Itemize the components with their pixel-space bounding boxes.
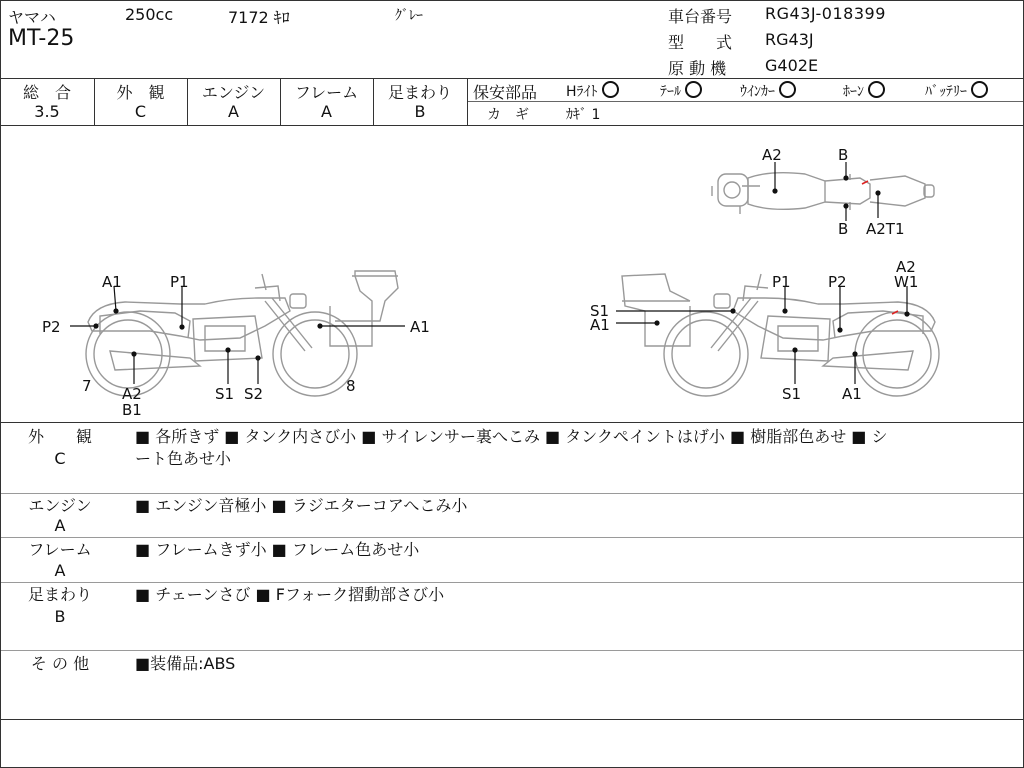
diagram-label: S2 [244, 385, 264, 403]
check-circle-icon [602, 81, 619, 98]
right-side-bike-icon [622, 274, 939, 396]
safety-item-winker: ｳｲﾝｶｰ [740, 81, 796, 101]
engine-grade: A [228, 102, 239, 121]
diagram-label: S1 [215, 385, 235, 403]
diagram-label: A2 [122, 385, 142, 403]
type-value: RG43J [765, 30, 814, 49]
note-label-exterior: 外 観 [27, 427, 92, 446]
diagram-label: A1 [102, 273, 122, 291]
diagram-label: A2 [896, 258, 916, 276]
type-label: 型 式 [668, 33, 733, 52]
note-text-frame: ■ フレームきず小 ■ フレーム色あせ小 [135, 540, 420, 559]
note-text-exterior: ■ 各所きず ■ タンク内さび小 ■ サイレンサー裏へこみ ■ タンクペイントはげ小 ■ 樹脂部色あせ ■ シ [135, 427, 888, 446]
divider [467, 101, 1024, 102]
diagram-label: A1 [842, 385, 862, 403]
divider [0, 719, 1024, 720]
suspension-grade: B [414, 102, 426, 121]
frame-grade-label: フレーム [294, 83, 359, 102]
safety-label: 保安部品 [473, 83, 538, 102]
check-circle-icon [971, 81, 988, 98]
diagram-label: W1 [894, 273, 919, 291]
note-label-other: そ の 他 [30, 654, 90, 673]
safety-item-tail: ﾃｰﾙ [660, 81, 702, 101]
note-label-engine: エンジン [28, 496, 92, 515]
color: ｸﾞﾚｰ [395, 8, 423, 24]
maker: ヤマハ [8, 8, 56, 27]
note-label-frame: フレーム [28, 540, 92, 559]
diagram-label: B1 [122, 401, 142, 419]
note-label-suspension: 足まわり [27, 585, 92, 604]
exterior-label: 外 観 [116, 83, 165, 102]
note-grade-suspension: B [54, 607, 66, 626]
safety-item-battery: ﾊﾞｯﾃﾘｰ [925, 81, 988, 101]
diagram-label: 7 [82, 377, 92, 395]
damage-diagram [0, 126, 1024, 422]
diagram-label: A2 [762, 146, 782, 164]
divider [467, 78, 468, 125]
divider [0, 650, 1024, 651]
check-circle-icon [779, 81, 796, 98]
exterior-grade: C [134, 102, 147, 121]
note-grade-exterior: C [54, 449, 66, 468]
divider [0, 422, 1024, 423]
note-grade-engine: A [54, 516, 66, 535]
divider [0, 537, 1024, 538]
displacement: 250cc [125, 5, 174, 24]
diagram-label: P1 [772, 273, 791, 291]
note-grade-frame: A [54, 561, 66, 580]
frame-no-label: 車台番号 [668, 7, 733, 26]
diagram-label: B [838, 146, 849, 164]
overall-label: 総 合 [22, 83, 71, 102]
model-name: MT-25 [8, 26, 75, 51]
top-view-bike-icon [712, 173, 934, 214]
diagram-label: 8 [346, 377, 356, 395]
diagram-label: A1 [590, 316, 610, 334]
mileage: 7172 ｷﾛ [228, 8, 290, 27]
frame-grade: A [321, 102, 332, 121]
overall-grade: 3.5 [34, 102, 60, 121]
diagram-label: S1 [782, 385, 802, 403]
engine-grade-label: エンジン [201, 83, 266, 102]
divider [0, 78, 1024, 79]
divider [0, 582, 1024, 583]
check-circle-icon [868, 81, 885, 98]
diagram-label: A1 [410, 318, 430, 336]
frame-no: RG43J-018399 [765, 4, 886, 23]
divider [0, 493, 1024, 494]
note-text-suspension: ■ チェーンさび ■ Fフォーク摺動部さび小 [135, 585, 445, 604]
note-text-other: ■装備品:ABS [135, 654, 236, 673]
diagram-label: P1 [170, 273, 189, 291]
safety-item-horn: ﾎｰﾝ [843, 81, 885, 101]
diagram-label: P2 [42, 318, 61, 336]
note-text-exterior-cont: ート色あせ小 [135, 449, 232, 468]
diagram-label: P2 [828, 273, 847, 291]
safety-item-headlight: Hﾗｲﾄ [566, 81, 619, 101]
engine-label: 原 動 機 [668, 59, 727, 78]
check-circle-icon [685, 81, 702, 98]
diagram-label: B [838, 220, 849, 238]
diagram-label: A2T1 [866, 220, 905, 238]
key-value: ｶｷﾞ 1 [566, 107, 601, 123]
note-text-engine: ■ エンジン音極小 ■ ラジエターコアへこみ小 [135, 496, 468, 515]
key-label: カ ギ [487, 107, 529, 123]
suspension-grade-label: 足まわり [387, 83, 452, 102]
diagram-label: S1 [590, 302, 610, 320]
engine-value: G402E [765, 56, 819, 75]
